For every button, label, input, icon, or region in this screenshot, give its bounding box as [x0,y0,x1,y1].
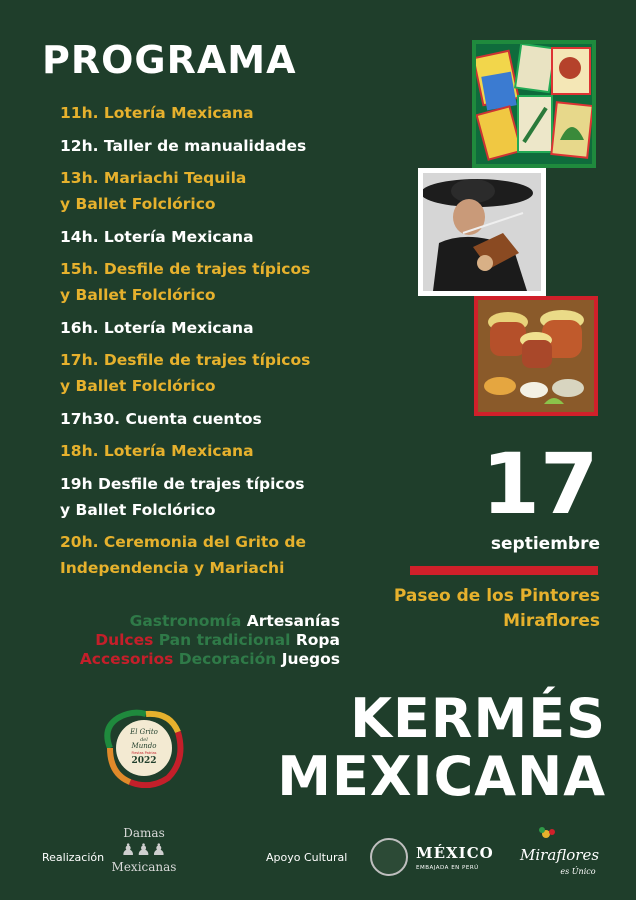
event-headline [250,687,606,808]
headline-line-2: MEXICANA [277,745,606,808]
badge-line-2: del [140,737,148,743]
category-tag: Juegos [276,650,340,668]
miraflores-logo [516,826,600,882]
badge-logo [100,708,184,788]
schedule-line: 20h. Ceremonia del Grito de [60,533,306,551]
schedule-line: y Ballet Folclórico [60,195,216,213]
loteria-cards-image [476,44,592,164]
schedule-line: 11h. Lotería Mexicana [60,104,254,122]
schedule-line: 12h. Taller de manualidades [60,136,307,155]
schedule-line: y Ballet Folclórico [60,377,216,395]
tag-line [40,612,340,631]
category-tag: Artesanías [241,612,340,630]
schedule-item [60,100,400,126]
category-tag: Ropa [290,631,340,649]
mexico-embassy-logo [370,838,494,878]
tag-line [40,631,340,650]
category-tag: Decoración [173,650,277,668]
mexican-food-photo [474,296,598,416]
location-line-2: Miraflores [503,611,600,631]
schedule-line: 18h. Lotería Mexicana [60,442,254,460]
schedule-line: 14h. Lotería Mexicana [60,227,254,246]
schedule-item [60,471,400,523]
loteria-cards-photo [472,40,596,168]
mexico-name: MÉXICO [416,844,494,862]
schedule-item [60,165,400,217]
headline-line-1: KERMÉS [350,687,606,750]
tag-line [40,650,340,669]
badge-line-3: Mundo [131,742,157,750]
schedule-line: y Ballet Folclórico [60,500,216,519]
category-tag: Dulces [95,631,154,649]
schedule-item [60,347,400,399]
category-tags [40,612,340,669]
program-title: PROGRAMA [42,38,297,82]
schedule-item [60,224,400,250]
category-tag: Accesorios [79,650,174,668]
miraflores-name: Miraflores [520,846,600,864]
schedule-line: Independencia y Mariachi [60,559,285,577]
schedule-item [60,256,400,308]
schedule-item [60,529,400,581]
schedule-line: 13h. Mariachi Tequila [60,169,247,187]
grito-del-mundo-badge [100,708,184,788]
badge-line-1: El Grito [130,728,158,736]
mexico-subtitle: EMBAJADA EN PERÚ [416,865,479,871]
damas-mexicanas-logo [108,826,180,874]
schedule-item [60,133,400,159]
mexico-seal-icon [370,838,408,876]
schedule-line: y Ballet Folclórico [60,286,216,304]
damas-line-1: Damas [123,826,165,840]
red-divider [410,566,598,575]
schedule-line: 16h. Lotería Mexicana [60,318,254,337]
miraflores-tagline: es Único [560,867,596,876]
schedule-line: 17h30. Cuenta cuentos [60,409,262,428]
schedule-item [60,438,400,464]
location-line-1: Paseo de los Pintores [393,586,600,606]
category-tag: Gastronomía [129,612,242,630]
damas-figures-icon: ♟♟♟ [120,840,168,859]
badge-year: 2022 [131,756,157,766]
schedule-line: 19h Desfile de trajes típicos [60,474,305,493]
damas-line-2: Mexicanas [111,860,177,874]
badge-line-4: Fiestas Patrias [131,751,157,755]
event-month: septiembre [490,534,600,554]
schedule-line: 15h. Desfile de trajes típicos [60,260,311,278]
apoyo-cultural-label: Apoyo Cultural [266,851,348,864]
event-location [370,584,600,634]
schedule-line: 17h. Desfile de trajes típicos [60,351,311,369]
schedule-list [60,100,400,588]
realizacion-label: Realización [42,851,105,864]
mariachi-image [423,173,541,291]
miraflores-logo-graphic [516,826,600,882]
schedule-item [60,315,400,341]
category-tag: Pan tradicional [153,631,291,649]
schedule-item [60,406,400,432]
mariachi-violinist-photo [418,168,546,296]
food-image [478,300,594,412]
event-day: 17 [481,435,599,533]
